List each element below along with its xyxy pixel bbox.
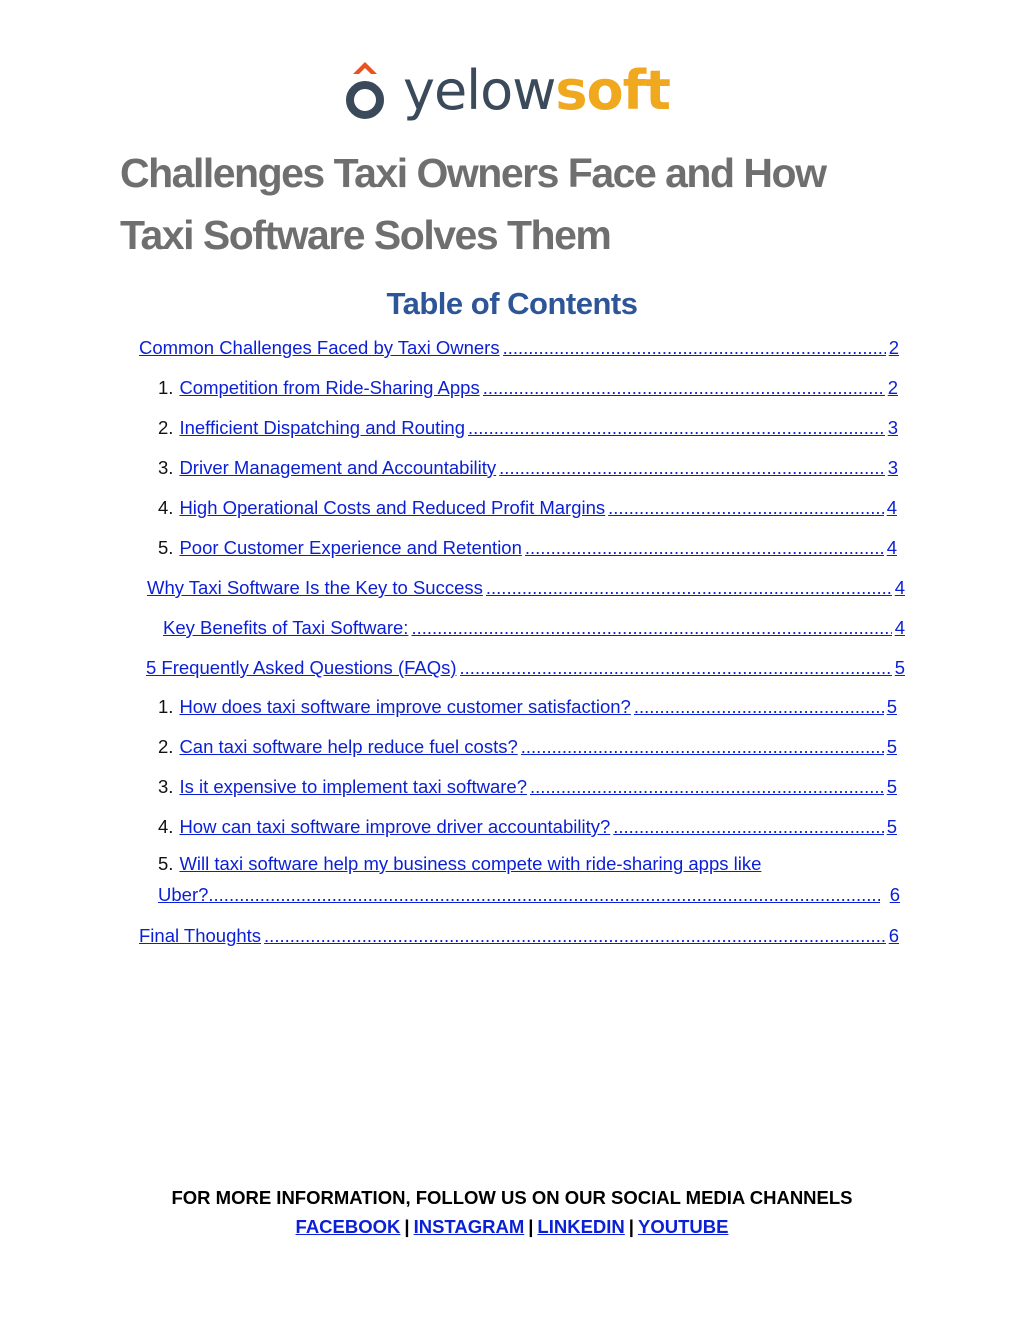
document-title: Challenges Taxi Owners Face and How Taxi Software Solves Them bbox=[120, 150, 826, 258]
toc-entry-page: 5 bbox=[886, 776, 897, 797]
footer bbox=[0, 1184, 1024, 1242]
toc-entry-number: 3. bbox=[158, 776, 174, 797]
toc-heading: Table of Contents bbox=[386, 286, 638, 321]
brand-name-part2: soft bbox=[555, 59, 670, 122]
toc-entry-label: How does taxi software improve customer satisfaction? bbox=[179, 696, 631, 717]
toc-entry-label: 5 Frequently Asked Questions (FAQs) bbox=[146, 657, 457, 678]
toc-entry-number: 4. bbox=[158, 816, 174, 837]
toc-entry-page: 4 bbox=[886, 537, 897, 558]
toc-entry-page: 4 bbox=[886, 497, 897, 518]
toc-entry[interactable] bbox=[158, 494, 897, 522]
toc-entry[interactable] bbox=[158, 773, 897, 801]
toc-entry-page: 6 bbox=[888, 925, 899, 946]
footer-info: FOR MORE INFORMATION, FOLLOW US ON OUR SOCIAL MEDIA CHANNELS bbox=[171, 1187, 853, 1208]
toc-entry-page: 2 bbox=[887, 377, 898, 398]
toc-entry-label: High Operational Costs and Reduced Profit Margins bbox=[179, 497, 606, 518]
link-separator: | bbox=[628, 1216, 634, 1237]
toc-entry-page: 4 bbox=[894, 577, 905, 598]
facebook-link[interactable]: FACEBOOK bbox=[295, 1216, 401, 1237]
toc-entry[interactable] bbox=[158, 454, 898, 482]
toc-entry-number: 5. bbox=[158, 537, 174, 558]
toc-entry-label: Driver Management and Accountability bbox=[179, 457, 497, 478]
toc-entry[interactable] bbox=[139, 334, 899, 362]
toc-entry-number: 4. bbox=[158, 497, 174, 518]
toc-entry-label: Key Benefits of Taxi Software: bbox=[163, 617, 409, 638]
toc-entry[interactable] bbox=[139, 922, 899, 950]
brand-logo bbox=[345, 58, 685, 128]
toc-entry[interactable] bbox=[163, 614, 905, 642]
instagram-link[interactable]: INSTAGRAM bbox=[413, 1216, 525, 1237]
toc-entry-page: 5 bbox=[894, 657, 905, 678]
toc-entry[interactable] bbox=[158, 374, 898, 402]
toc-entry-label: Competition from Ride-Sharing Apps bbox=[179, 377, 480, 398]
toc-entry-label: Is it expensive to implement taxi software? bbox=[179, 776, 527, 797]
toc-entry-label: Common Challenges Faced by Taxi Owners bbox=[139, 337, 500, 358]
toc-entry-label: Can taxi software help reduce fuel costs? bbox=[179, 736, 518, 757]
link-separator: | bbox=[528, 1216, 534, 1237]
toc-entry-label: Why Taxi Software Is the Key to Success bbox=[147, 577, 483, 598]
toc-entry[interactable] bbox=[158, 848, 900, 910]
logo-mark-icon bbox=[345, 58, 395, 128]
toc-entry[interactable] bbox=[158, 534, 897, 562]
toc-entry-label-continued: Uber? bbox=[158, 884, 209, 905]
toc-entry[interactable] bbox=[158, 813, 897, 841]
brand-name-part1: yelow bbox=[403, 59, 556, 122]
toc-entry-number: 1. bbox=[158, 696, 174, 717]
toc-entry[interactable] bbox=[158, 733, 897, 761]
toc-entry-page: 6 bbox=[889, 884, 900, 905]
linkedin-link[interactable]: LINKEDIN bbox=[537, 1216, 625, 1237]
toc-entry-number: 1. bbox=[158, 377, 174, 398]
toc-entry-label: Inefficient Dispatching and Routing bbox=[179, 417, 466, 438]
toc-entry-label: How can taxi software improve driver accountability? bbox=[179, 816, 611, 837]
brand-wordmark bbox=[403, 56, 670, 126]
toc-entry-number: 2. bbox=[158, 736, 174, 757]
toc-entry[interactable] bbox=[146, 654, 905, 682]
toc-entry-label: Poor Customer Experience and Retention bbox=[179, 537, 522, 558]
youtube-link[interactable]: YOUTUBE bbox=[637, 1216, 729, 1237]
toc-entry-label: Will taxi software help my business compete with ride-sharing apps like bbox=[179, 853, 762, 874]
toc-entry-page: 5 bbox=[886, 816, 897, 837]
toc-entry-page: 2 bbox=[888, 337, 899, 358]
toc-entry-number: 3. bbox=[158, 457, 174, 478]
toc-entry-number: 2. bbox=[158, 417, 174, 438]
toc-entry-page: 4 bbox=[894, 617, 905, 638]
toc-entry-number: 5. bbox=[158, 853, 174, 874]
toc-entry-page: 3 bbox=[887, 417, 898, 438]
toc-entry-page: 3 bbox=[887, 457, 898, 478]
toc-entry-label: Final Thoughts bbox=[139, 925, 262, 946]
social-links bbox=[0, 1212, 1024, 1242]
link-separator: | bbox=[404, 1216, 410, 1237]
toc-entry[interactable] bbox=[147, 574, 905, 602]
toc-entry[interactable] bbox=[158, 414, 898, 442]
toc-entry[interactable] bbox=[158, 693, 897, 721]
toc-entry-page: 5 bbox=[886, 736, 897, 757]
toc-entry-page: 5 bbox=[886, 696, 897, 717]
